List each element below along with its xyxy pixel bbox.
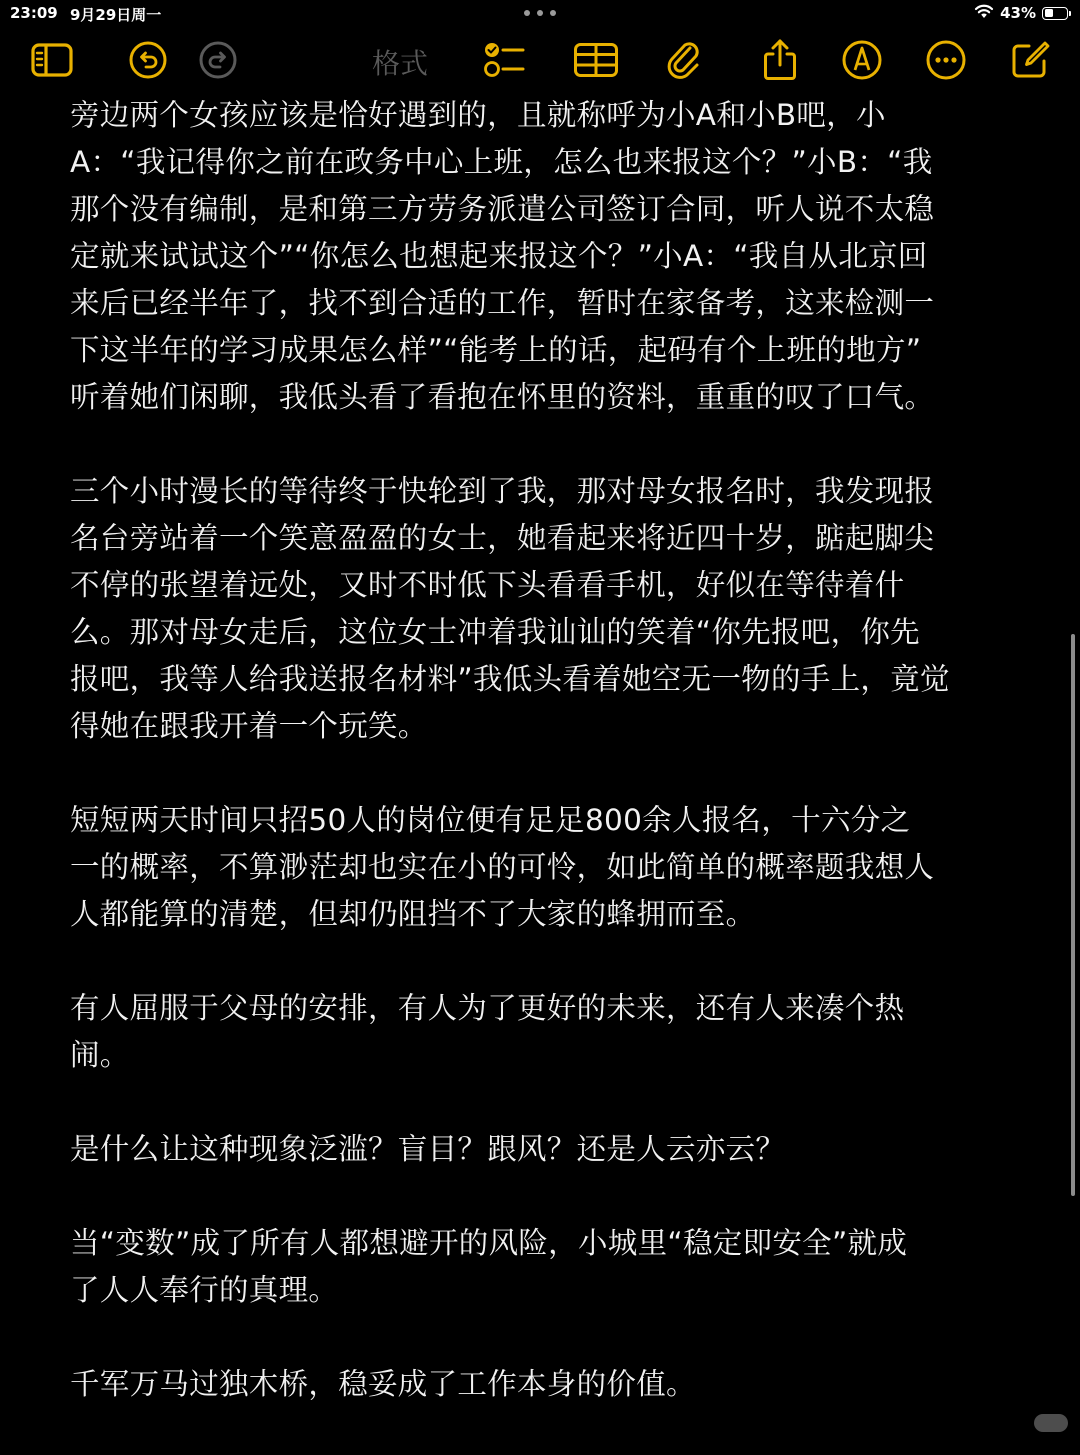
note-text-line: 定就来试试这个”“你怎么也想起来报这个？”小A：“我自从北京回 — [70, 239, 928, 273]
note-text-line: 千军万马过独木桥，稳妥成了工作本身的价值。 — [70, 1367, 696, 1401]
note-text-line: 来后已经半年了，找不到合适的工作，暂时在家备考，这来检测一 — [70, 286, 935, 320]
note-text-line: 人都能算的清楚，但却仍阻挡不了大家的蜂拥而至。 — [70, 897, 756, 931]
note-text-line: 报吧，我等人给我送报名材料”我低头看着她空无一物的手上，竟觉 — [70, 662, 950, 696]
note-text-line: 了人人奉行的真理。 — [70, 1273, 339, 1307]
note-paragraph — [70, 985, 1020, 1079]
note-paragraph — [70, 1220, 1020, 1314]
note-text-line: 那个没有编制，是和第三方劳务派遣公司签订合同，听人说不太稳 — [70, 192, 935, 226]
note-text-line: 是什么让这种现象泛滥？盲目？跟风？还是人云亦云？ — [70, 1132, 786, 1166]
note-text-line: 么。那对母女走后，这位女士冲着我讪讪的笑着“你先报吧，你先 — [70, 615, 920, 649]
scroll-indicator[interactable] — [1071, 634, 1075, 1196]
status-date: 9月29日周一 — [70, 6, 162, 24]
note-paragraph — [70, 1126, 1020, 1173]
note-paragraph — [70, 468, 1020, 750]
note-text-line: 旁边两个女孩应该是恰好遇到的，且就称呼为小A和小B吧，小 — [70, 98, 886, 132]
wifi-icon — [974, 3, 994, 23]
undo-icon[interactable] — [124, 36, 172, 84]
status-right — [974, 3, 1068, 23]
redo-icon[interactable] — [194, 36, 242, 84]
note-text-line: 听着她们闲聊，我低头看了看抱在怀里的资料，重重的叹了口气。 — [70, 380, 935, 414]
note-text-line: A：“我记得你之前在政务中心上班，怎么也来报这个？”小B：“我 — [70, 145, 933, 179]
note-text-line: 不停的张望着远处，又时不时低下头看看手机，好似在等待着什 — [70, 568, 905, 602]
note-text-line: 名台旁站着一个笑意盈盈的女士，她看起来将近四十岁，踮起脚尖 — [70, 521, 935, 555]
note-text-line: 有人屈服于父母的安排，有人为了更好的未来，还有人来凑个热 — [70, 991, 905, 1025]
attachment-icon[interactable] — [660, 36, 708, 84]
note-text-line: 三个小时漫长的等待终于快轮到了我，那对母女报名时，我发现报 — [70, 474, 935, 508]
note-text-line: 下这半年的学习成果怎么样”“能考上的话，起码有个上班的地方” — [70, 333, 922, 367]
note-body[interactable] — [70, 92, 1020, 1455]
format-button[interactable]: 格式 — [372, 47, 429, 80]
compose-icon[interactable] — [1006, 36, 1054, 84]
battery-percent: 43% — [1000, 4, 1036, 22]
note-text-line: 一的概率，不算渺茫却也实在小的可怜，如此简单的概率题我想人 — [70, 850, 935, 884]
notes-toolbar — [0, 36, 1080, 84]
status-bar — [0, 0, 1080, 30]
checklist-icon[interactable] — [480, 36, 528, 84]
note-paragraph — [70, 797, 1020, 938]
note-paragraph — [70, 1361, 1020, 1408]
battery-icon — [1042, 7, 1068, 20]
markup-icon[interactable] — [838, 36, 886, 84]
share-icon[interactable] — [756, 36, 804, 84]
note-text-line: 短短两天时间只招50人的岗位便有足足800余人报名，十六分之 — [70, 803, 911, 837]
more-icon[interactable] — [922, 36, 970, 84]
note-text-line: 当“变数”成了所有人都想避开的风险，小城里“稳定即安全”就成 — [70, 1226, 908, 1260]
note-text-line: 闹。 — [70, 1038, 130, 1072]
note-paragraph — [70, 92, 1020, 421]
sidebar-icon[interactable] — [28, 36, 76, 84]
watermark-logo — [1034, 1414, 1068, 1432]
note-text-line: 得她在跟我开着一个玩笑。 — [70, 709, 428, 743]
status-time: 23:09 — [10, 4, 58, 22]
table-icon[interactable] — [572, 36, 620, 84]
multitasking-dots[interactable] — [524, 10, 556, 16]
